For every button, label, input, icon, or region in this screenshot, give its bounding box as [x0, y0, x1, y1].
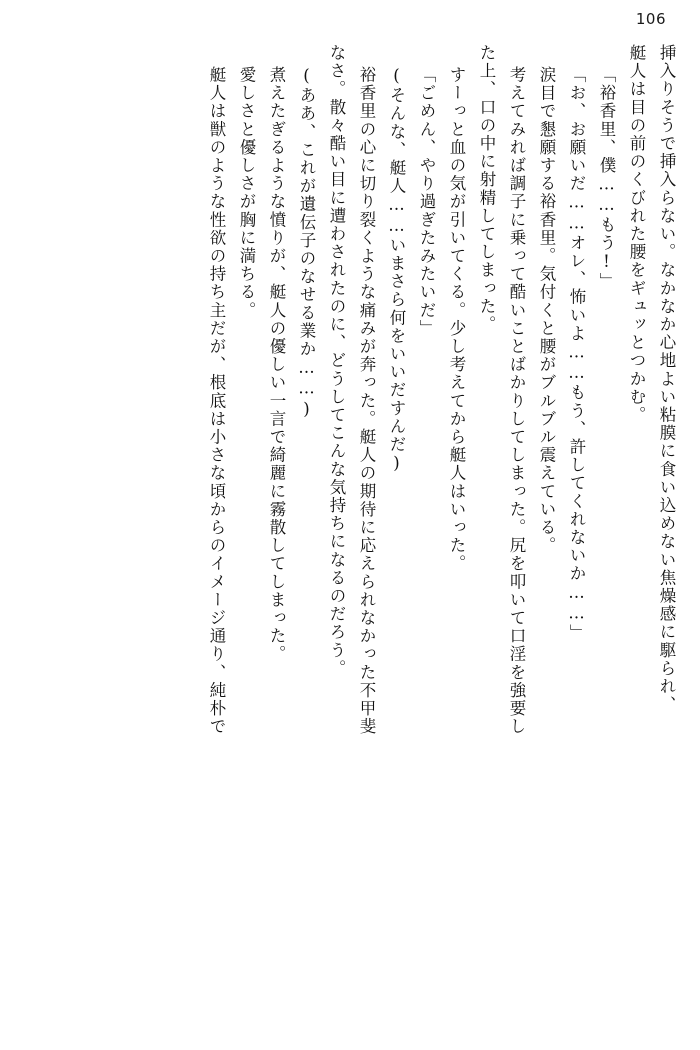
- text-line: すーっと血の気が引いてくる。少し考えてから艇人はいった。: [447, 66, 466, 573]
- page-number: 106: [635, 10, 666, 28]
- text-line: 愛しさと優しさが胸に満ちる。: [237, 66, 256, 320]
- text-line: 挿入りそうで挿入らない。なかなか心地よい粘膜に食い込めない焦燥感に駆られ、: [657, 44, 676, 714]
- text-line: 煮えたぎるような憤りが、艇人の優しい一言で綺麗に霧散してしまった。: [267, 66, 286, 664]
- text-line: 「ごめん、やり過ぎたみたいだ」: [417, 66, 436, 338]
- vertical-text-body: [26, 44, 674, 1022]
- text-line: 「裕香里、僕……もう!」: [597, 66, 616, 291]
- text-line: 裕香里の心に切り裂くような痛みが奔った。艇人の期待に応えられなかった不甲斐: [357, 66, 376, 736]
- text-line: 「お、お願いだ……オレ、怖いよ……もう、許してくれないか……」: [567, 66, 586, 643]
- text-line: (そんな、艇人……いまさら何をいいだすんだ): [387, 66, 406, 475]
- text-line: 涙目で懇願する裕香里。気付くと腰がブルブル震えている。: [537, 66, 556, 555]
- text-line: 艇人は獣のような性欲の持ち主だが、根底は小さな頃からのイメージ通り、純朴で: [207, 66, 226, 736]
- text-line: 艇人は目の前のくびれた腰をギュッとつかむ。: [627, 44, 646, 425]
- text-line: 考えてみれば調子に乗って酷いことばかりしてしまった。尻を叩いて口淫を強要し: [507, 66, 526, 736]
- text-line: た上、口の中に射精してしまった。: [477, 44, 496, 334]
- text-line: (ああ、これが遺伝子のなせる業か……): [297, 66, 316, 420]
- text-line: なさ。散々酷い目に遭わされたのに、どうしてこんな気持ちになるのだろう。: [327, 44, 346, 678]
